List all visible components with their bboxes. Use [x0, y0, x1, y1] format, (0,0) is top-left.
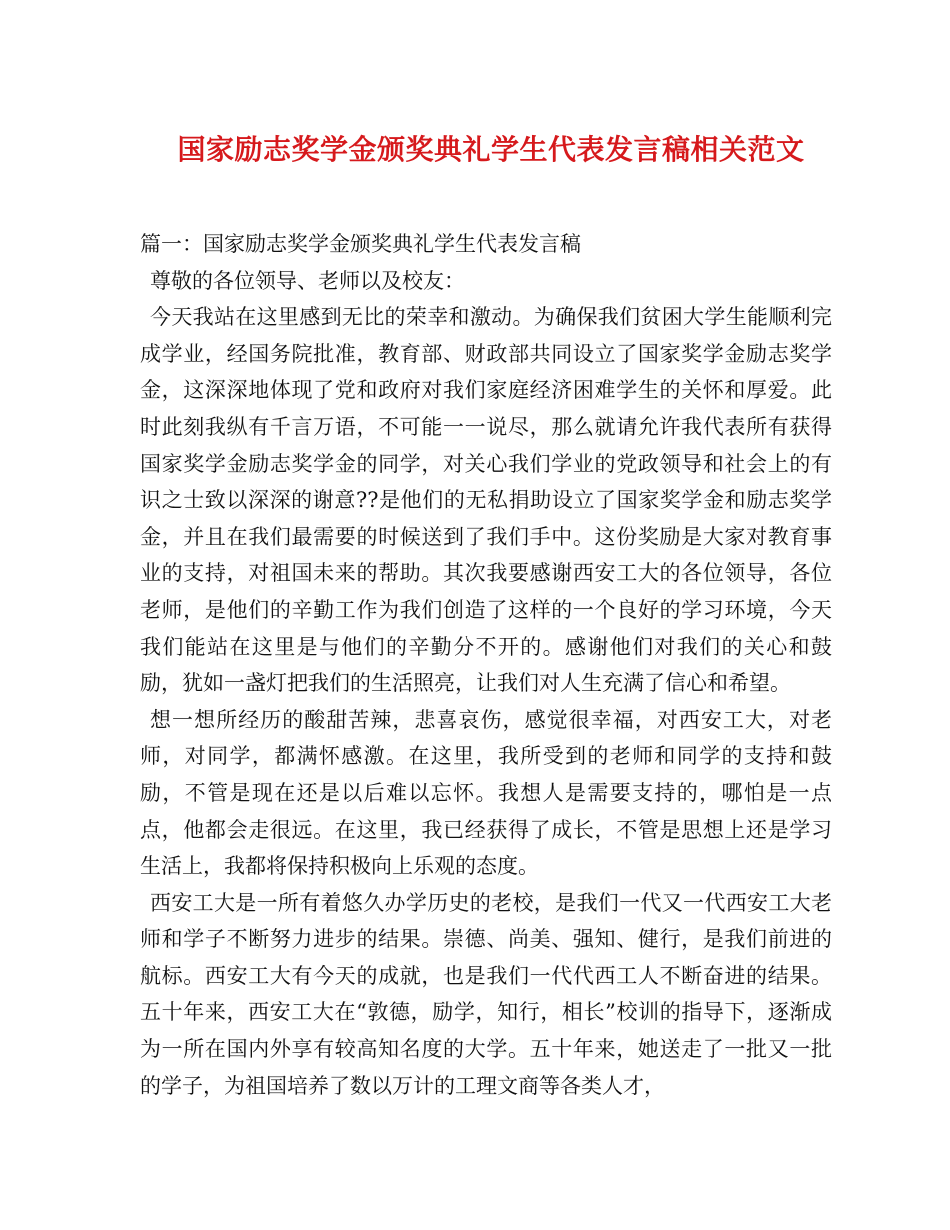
document-title: 国家励志奖学金颁奖典礼学生代表发言稿相关范文	[177, 133, 805, 166]
section-heading: 篇一：国家励志奖学金颁奖典礼学生代表发言稿	[140, 232, 581, 256]
document-body	[140, 226, 832, 1104]
body-paragraph-3: 西安工大是一所有着悠久办学历史的老校，是我们一代又一代西安工大老师和学子不断努力进步的结果。崇德、尚美、强知、健行，是我们前进的航标。西安工大有今天的成就，也是我们一代代西工人不断奋进的结果。五十年来，西安工大在“敦德，励学，知行，相长”校训的指导下，逐渐成为一所在国内外享有较高知名度的大学。五十年来，她送走了一批又一批的学子，为祖国培养了数以万计的工理文商等各类人才，	[140, 890, 832, 1098]
salutation-paragraph: 尊敬的各位领导、老师以及校友：	[150, 268, 465, 293]
body-paragraph-2: 想一想所经历的酸甜苦辣，悲喜哀伤，感觉很幸福，对西安工大，对老师，对同学，都满怀感激。在这里，我所受到的老师和同学的支持和鼓励，不管是现在还是以后难以忘怀。我想人是需要支持的，哪怕是一点点，他都会走很远。在这里，我已经获得了成长，不管是思想上还是学习生活上，我都将保持积极向上乐观的态度。	[140, 707, 832, 879]
body-paragraph-1: 今天我站在这里感到无比的荣幸和激动。为确保我们贫困大学生能顺利完成学业，经国务院批准，教育部、财政部共同设立了国家奖学金励志奖学金，这深深地体现了党和政府对我们家庭经济困难学生的关怀和厚爱。此时此刻我纵有千言万语，不可能一一说尽，那么就请允许我代表所有获得国家奖学金励志奖学金的同学，对关心我们学业的党政领导和社会上的有识之士致以深深的谢意??是他们的无私捐助设立了国家奖学金和励志奖学金，并且在我们最需要的时候送到了我们手中。这份奖励是大家对教育事业的支持，对祖国未来的帮助。其次我要感谢西安工大的各位领导，各位老师，是他们的辛勤工作为我们创造了这样的一个良好的学习环境，今天我们能站在这里是与他们的辛勤分不开的。感谢他们对我们的关心和鼓励，犹如一盏灯把我们的生活照亮，让我们对人生充满了信心和希望。	[140, 305, 832, 696]
